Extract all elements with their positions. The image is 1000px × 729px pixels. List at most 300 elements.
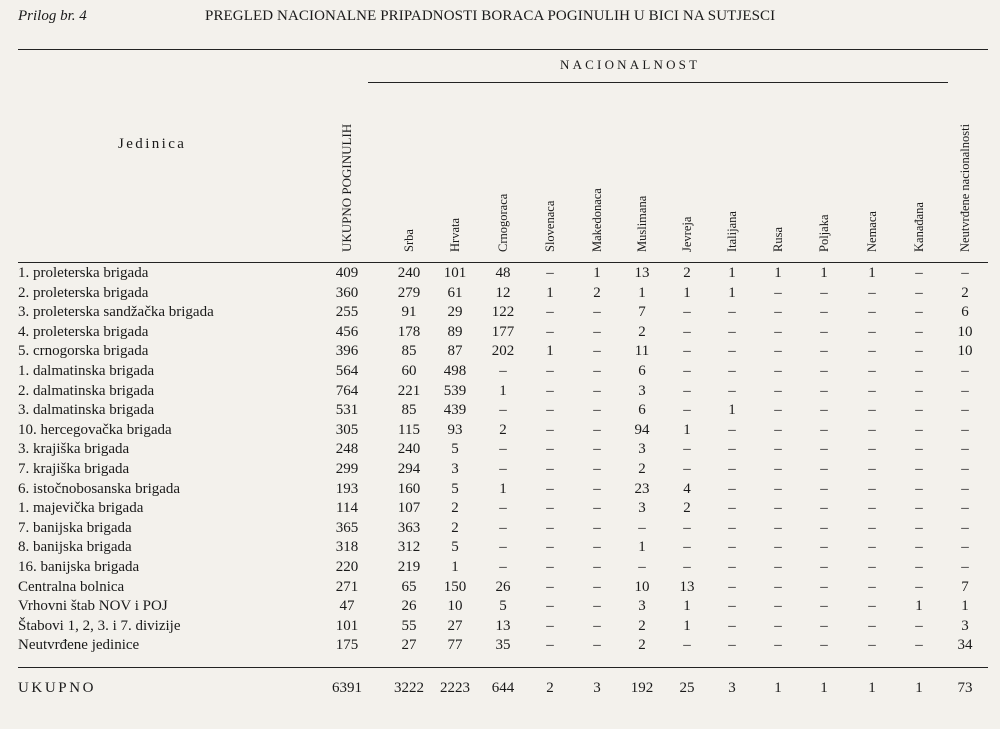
value-cell: 13 [634, 265, 650, 281]
value-cell: – [499, 441, 507, 458]
value-cell: 34 [957, 637, 973, 654]
unit-name: 1. proleterska brigada [18, 265, 149, 281]
value-cell: 115 [398, 421, 420, 438]
total-cell: 255 [335, 304, 359, 321]
unit-name: 16. banijska brigada [18, 559, 140, 575]
value-cell: – [820, 304, 828, 321]
value-cell: – [915, 304, 923, 321]
value-cell: – [961, 382, 969, 399]
value-cell: – [546, 304, 554, 321]
value-cell: – [593, 461, 601, 477]
total-cell: 360 [335, 284, 359, 301]
value-cell: 48 [495, 265, 511, 281]
value-cell: – [774, 617, 782, 634]
value-cell: – [868, 461, 876, 477]
value-cell: – [499, 461, 507, 477]
value-cell: – [961, 559, 969, 575]
unit-name: 3. krajiška brigada [18, 441, 130, 458]
unit-name: 4. proleterska brigada [18, 323, 149, 340]
value-cell: 85 [401, 402, 417, 419]
total-value-cell: 1 [915, 680, 923, 696]
value-cell: – [868, 480, 876, 497]
value-cell: – [868, 500, 876, 517]
value-cell: 1 [728, 284, 736, 301]
value-cell: – [728, 343, 736, 360]
value-cell: – [774, 578, 782, 595]
value-cell: – [868, 402, 876, 419]
value-cell: 4 [683, 480, 691, 497]
value-cell: – [593, 441, 601, 458]
value-cell: 85 [401, 343, 417, 360]
total-column-header: UKUPNO POGINULIH [339, 123, 354, 252]
column-header: Italijana [724, 211, 739, 252]
unit-name: 10. hercegovačka brigada [18, 421, 172, 438]
value-cell: – [915, 343, 923, 360]
value-cell: – [774, 343, 782, 360]
value-cell: – [820, 539, 828, 556]
column-header: Slovenaca [542, 200, 557, 252]
value-cell: 1 [774, 265, 782, 281]
value-cell: – [593, 402, 601, 419]
value-cell: – [820, 323, 828, 340]
value-cell: – [774, 363, 782, 379]
value-cell: 93 [447, 421, 463, 438]
value-cell: – [728, 578, 736, 595]
value-cell: 1 [638, 284, 646, 301]
value-cell: 27 [401, 637, 417, 654]
value-cell: – [546, 441, 554, 458]
value-cell: – [593, 382, 601, 399]
value-cell: – [774, 500, 782, 517]
total-value-cell: 73 [957, 680, 973, 696]
value-cell: – [915, 617, 923, 634]
unit-name: 6. istočnobosanska brigada [18, 480, 181, 497]
column-header: Makedonaca [589, 188, 604, 252]
value-cell: 1 [499, 382, 507, 399]
total-cell: 175 [335, 637, 359, 654]
value-cell: 2 [638, 637, 646, 654]
value-cell: – [546, 363, 554, 379]
value-cell: – [868, 637, 876, 654]
value-cell: 23 [634, 480, 650, 497]
total-cell: 396 [335, 343, 359, 360]
value-cell: 279 [397, 284, 421, 301]
value-cell: 13 [495, 617, 511, 634]
value-cell: – [868, 617, 876, 634]
value-cell: 3 [961, 617, 969, 634]
value-cell: 6 [961, 304, 969, 321]
unit-name: 5. crnogorska brigada [18, 343, 149, 360]
value-cell: – [774, 637, 782, 654]
value-cell: – [546, 323, 554, 340]
value-cell: – [546, 559, 554, 575]
value-cell: 150 [443, 578, 467, 595]
unit-name: Štabovi 1, 2, 3. i 7. divizije [18, 617, 181, 634]
unit-name: 3. dalmatinska brigada [18, 402, 155, 419]
value-cell: – [683, 637, 691, 654]
value-cell: 10 [957, 323, 973, 340]
total-cell: 101 [335, 617, 359, 634]
value-cell: – [820, 461, 828, 477]
total-value-cell: 2 [546, 680, 554, 696]
value-cell: – [728, 598, 736, 615]
value-cell: – [499, 363, 507, 379]
value-cell: – [499, 519, 507, 536]
value-cell: 5 [451, 480, 459, 497]
value-cell: 35 [495, 637, 511, 654]
value-cell: – [683, 323, 691, 340]
total-cell: 456 [335, 323, 359, 340]
value-cell: 65 [401, 578, 417, 595]
value-cell: – [728, 304, 736, 321]
total-cell: 318 [335, 539, 359, 556]
value-cell: – [593, 598, 601, 615]
value-cell: – [683, 519, 691, 536]
value-cell: – [638, 519, 646, 536]
value-cell: – [683, 441, 691, 458]
total-value-cell: 644 [491, 680, 515, 696]
value-cell: 12 [495, 284, 511, 301]
value-cell: – [728, 559, 736, 575]
value-cell: 1 [915, 598, 923, 615]
total-cell: 365 [335, 519, 359, 536]
header-rule [18, 262, 988, 263]
value-cell: – [820, 284, 828, 301]
value-cell: – [683, 461, 691, 477]
value-cell: – [868, 578, 876, 595]
value-cell: 219 [397, 559, 421, 575]
value-cell: 10 [447, 598, 463, 615]
value-cell: – [961, 421, 969, 438]
value-cell: – [868, 343, 876, 360]
value-cell: – [546, 500, 554, 517]
value-cell: – [915, 519, 923, 536]
value-cell: 2 [593, 284, 601, 301]
value-cell: – [915, 382, 923, 399]
value-cell: – [593, 304, 601, 321]
value-cell: – [638, 559, 646, 575]
value-cell: – [915, 265, 923, 281]
value-cell: – [728, 441, 736, 458]
value-cell: – [868, 304, 876, 321]
unit-name: 2. proleterska brigada [18, 284, 149, 301]
value-cell: – [728, 461, 736, 477]
value-cell: – [546, 382, 554, 399]
value-cell: – [868, 539, 876, 556]
value-cell: 1 [638, 539, 646, 556]
value-cell: 177 [491, 323, 515, 340]
total-cell: 305 [335, 421, 359, 438]
value-cell: 60 [401, 363, 417, 379]
value-cell: 5 [451, 441, 459, 458]
total-cell: 564 [335, 363, 359, 379]
value-cell: – [774, 304, 782, 321]
total-value-cell: 1 [774, 680, 782, 696]
value-cell: – [683, 343, 691, 360]
value-cell: 160 [397, 480, 421, 497]
value-cell: 61 [447, 284, 463, 301]
value-cell: – [728, 382, 736, 399]
value-cell: – [820, 578, 828, 595]
value-cell: – [820, 480, 828, 497]
value-cell: – [868, 284, 876, 301]
total-value-cell: 3 [593, 680, 601, 696]
value-cell: – [915, 539, 923, 556]
value-cell: – [546, 598, 554, 615]
value-cell: – [683, 382, 691, 399]
value-cell: – [774, 461, 782, 477]
value-cell: – [774, 421, 782, 438]
value-cell: 1 [683, 617, 691, 634]
value-cell: – [593, 343, 601, 360]
value-cell: – [728, 421, 736, 438]
value-cell: 2 [638, 617, 646, 634]
value-cell: – [593, 578, 601, 595]
value-cell: – [774, 284, 782, 301]
column-header: Muslimana [634, 195, 649, 252]
value-cell: – [820, 637, 828, 654]
appendix-label: Prilog br. 4 [18, 8, 87, 24]
value-cell: 3 [638, 598, 646, 615]
value-cell: 2 [683, 265, 691, 281]
value-cell: – [961, 500, 969, 517]
value-cell: 3 [638, 500, 646, 517]
value-cell: 3 [451, 461, 459, 477]
value-cell: – [868, 559, 876, 575]
total-cell: 47 [339, 598, 355, 615]
value-cell: 1 [593, 265, 601, 281]
value-cell: – [593, 421, 601, 438]
unit-name: Neutvrđene jedinice [18, 637, 140, 654]
value-cell: 26 [495, 578, 511, 595]
value-cell: 539 [443, 382, 467, 399]
value-cell: – [774, 559, 782, 575]
value-cell: 11 [634, 343, 650, 360]
total-value-cell: 3 [728, 680, 736, 696]
value-cell: – [774, 382, 782, 399]
unit-name: 7. krajiška brigada [18, 461, 130, 477]
total-cell: 271 [335, 578, 359, 595]
value-cell: – [774, 441, 782, 458]
value-cell: 6 [638, 363, 646, 379]
totals-rule [18, 667, 988, 668]
value-cell: – [820, 363, 828, 379]
value-cell: 1 [499, 480, 507, 497]
value-cell: – [499, 500, 507, 517]
unit-name: 1. majevička brigada [18, 500, 144, 517]
total-value-cell: 1 [820, 680, 828, 696]
value-cell: 2 [961, 284, 969, 301]
value-cell: 498 [443, 363, 467, 379]
value-cell: – [774, 598, 782, 615]
total-cell: 531 [335, 402, 359, 419]
value-cell: 240 [397, 265, 421, 281]
value-cell: – [961, 539, 969, 556]
value-cell: 312 [397, 539, 421, 556]
unit-name: 2. dalmatinska brigada [18, 382, 155, 399]
value-cell: – [499, 559, 507, 575]
unit-name: 8. banijska brigada [18, 539, 132, 556]
value-cell: 3 [638, 441, 646, 458]
value-cell: – [774, 539, 782, 556]
value-cell: – [915, 461, 923, 477]
value-cell: – [820, 441, 828, 458]
column-header: Kanađana [911, 202, 926, 252]
value-cell: 1 [820, 265, 828, 281]
value-cell: 221 [397, 382, 421, 399]
value-cell: – [728, 323, 736, 340]
value-cell: – [961, 461, 969, 477]
value-cell: – [593, 559, 601, 575]
total-value-cell: 192 [630, 680, 654, 696]
value-cell: – [683, 539, 691, 556]
totals-label: UKUPNO [18, 680, 97, 696]
value-cell: 2 [638, 323, 646, 340]
nationality-rule [368, 82, 948, 83]
value-cell: – [915, 402, 923, 419]
value-cell: – [774, 402, 782, 419]
value-cell: – [683, 363, 691, 379]
value-cell: 7 [638, 304, 646, 321]
value-cell: – [961, 519, 969, 536]
value-cell: – [915, 480, 923, 497]
title-rule [18, 49, 988, 50]
value-cell: – [915, 323, 923, 340]
column-header: Jevreja [679, 216, 694, 252]
value-cell: 107 [397, 500, 421, 517]
total-cell: 193 [335, 480, 359, 497]
value-cell: – [774, 323, 782, 340]
value-cell: – [820, 598, 828, 615]
total-cell: 299 [335, 461, 359, 477]
value-cell: – [728, 617, 736, 634]
value-cell: 5 [451, 539, 459, 556]
total-cell: 764 [335, 382, 359, 399]
value-cell: – [915, 363, 923, 379]
value-cell: 240 [397, 441, 421, 458]
grand-total-cell: 6391 [332, 680, 362, 696]
value-cell: – [915, 578, 923, 595]
value-cell: – [593, 480, 601, 497]
value-cell: – [593, 617, 601, 634]
column-header: Nemaca [864, 211, 879, 252]
value-cell: 1 [961, 598, 969, 615]
value-cell: – [546, 421, 554, 438]
value-cell: – [820, 559, 828, 575]
value-cell: 87 [447, 343, 463, 360]
value-cell: – [683, 402, 691, 419]
value-cell: – [546, 617, 554, 634]
value-cell: – [820, 519, 828, 536]
value-cell: 2 [638, 461, 646, 477]
value-cell: 91 [401, 304, 417, 321]
value-cell: – [546, 461, 554, 477]
value-cell: 439 [443, 402, 467, 419]
value-cell: – [546, 519, 554, 536]
value-cell: – [728, 500, 736, 517]
value-cell: 202 [491, 343, 515, 360]
value-cell: – [774, 519, 782, 536]
value-cell: – [915, 421, 923, 438]
value-cell: 10 [634, 578, 650, 595]
value-cell: 1 [683, 598, 691, 615]
value-cell: – [593, 500, 601, 517]
value-cell: – [915, 637, 923, 654]
value-cell: – [961, 441, 969, 458]
value-cell: 1 [546, 343, 554, 360]
value-cell: 1 [868, 265, 876, 281]
value-cell: – [728, 539, 736, 556]
value-cell: – [683, 559, 691, 575]
value-cell: 13 [679, 578, 695, 595]
column-header: Neutvrđene nacionalnosti [957, 123, 972, 252]
value-cell: – [868, 421, 876, 438]
value-cell: – [868, 598, 876, 615]
value-cell: – [961, 363, 969, 379]
total-cell: 220 [335, 559, 359, 575]
value-cell: 3 [638, 382, 646, 399]
value-cell: – [546, 480, 554, 497]
value-cell: – [868, 323, 876, 340]
unit-name: 3. proleterska sandžačka brigada [18, 304, 214, 321]
column-header: Rusa [770, 227, 785, 252]
value-cell: – [774, 480, 782, 497]
value-cell: – [593, 519, 601, 536]
value-cell: – [499, 539, 507, 556]
total-value-cell: 25 [679, 680, 695, 696]
value-cell: 10 [957, 343, 973, 360]
value-cell: – [915, 441, 923, 458]
value-cell: 2 [683, 500, 691, 517]
value-cell: 1 [451, 559, 459, 575]
page-title: PREGLED NACIONALNE PRIPADNOSTI BORACA POGINULIH U BICI NA SUTJESCI [205, 8, 776, 24]
value-cell: – [961, 402, 969, 419]
column-header: Hrvata [447, 217, 462, 252]
value-cell: – [868, 519, 876, 536]
value-cell: 2 [499, 421, 507, 438]
total-value-cell: 2223 [440, 680, 470, 696]
value-cell: – [820, 402, 828, 419]
value-cell: 2 [451, 500, 459, 517]
total-cell: 114 [336, 500, 358, 517]
value-cell: 1 [546, 284, 554, 301]
value-cell: – [499, 402, 507, 419]
value-cell: 7 [961, 578, 969, 595]
value-cell: 5 [499, 598, 507, 615]
value-cell: – [593, 637, 601, 654]
value-cell: 2 [451, 519, 459, 536]
value-cell: – [728, 480, 736, 497]
unit-name: 1. dalmatinska brigada [18, 363, 155, 379]
value-cell: – [915, 559, 923, 575]
value-cell: – [546, 637, 554, 654]
value-cell: 27 [447, 617, 463, 634]
unit-name: 7. banijska brigada [18, 519, 132, 536]
total-cell: 409 [335, 265, 359, 281]
value-cell: 294 [397, 461, 421, 477]
total-value-cell: 3222 [394, 680, 424, 696]
value-cell: 77 [447, 637, 463, 654]
value-cell: – [868, 363, 876, 379]
column-header: Crnogoraca [495, 193, 510, 252]
value-cell: – [915, 284, 923, 301]
value-cell: 1 [683, 284, 691, 301]
value-cell: – [820, 500, 828, 517]
total-cell: 248 [335, 441, 359, 458]
value-cell: – [820, 617, 828, 634]
value-cell: – [593, 363, 601, 379]
value-cell: – [868, 382, 876, 399]
